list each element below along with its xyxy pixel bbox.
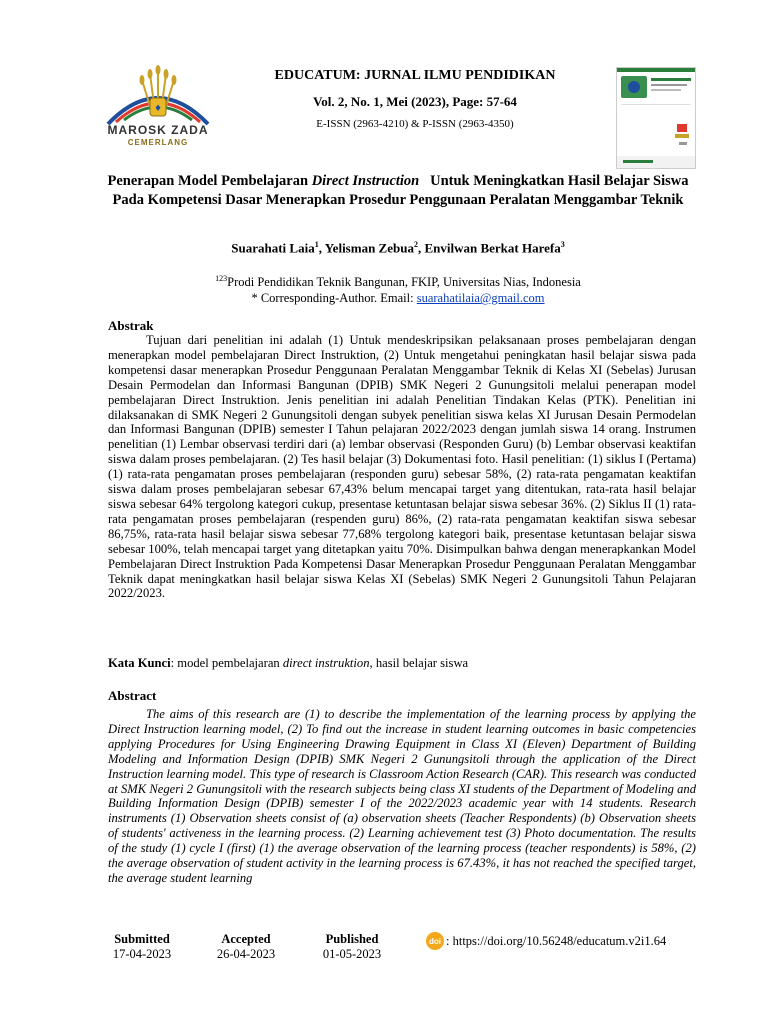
journal-header — [230, 68, 600, 130]
author-separator: , — [417, 240, 425, 256]
logo-name: MAROSK ZADA — [107, 123, 209, 137]
corresponding-author — [100, 290, 696, 306]
accepted-label: Accepted — [221, 932, 271, 946]
author-sup: 2 — [413, 240, 418, 249]
published-date: 01-05-2023 — [322, 947, 382, 961]
abstrak-text: Tujuan dari penelitian ini adalah (1) Untuk mendeskripsikan pelaksanaan proses pembelajaran dengan menerapkan model pembelajaran Direct Instruktion, (2) Untuk mengetahui peningkatan hasil belajar siswa pada kompetensi dasar menerapkan Prosedur Penggunaan Peralatan Menggambar Teknik di Kelas XI (Sebelas) Jurusan Desain Permodelan dan Informasi Bangunan (DPIB) SMK Negeri 2 Gunungsitoli melalui penerapan model pembelajaran Direct Instruktion. Jenis penelitian ini adalah Penelitian Tindakan Kelas (PTK). Penelitian ini dilaksanakan di SMK Negeri 2 Gunungsitoli dengan subyek penelitian siswa kelas XI Jurusan Desain Permodelan dan Informasi Bangunan (DPIB) semester I Tahun pelajaran 2022/2023 dengan jumlah siswa 14 orang. Instrumen penelitian (1) Lembar observasi terdiri dari (a) lembar observasi (Responden Guru) (b) Lembar observasi keaktifan siswa dalam proses pembelajaran. (2) Tes hasil belajar (3) Dokumentasi foto. Hasil penelitian: (1) siklus I (Pertama) (1) rata-rata pengamatan proses pembelajaran (responden guru) sebesar 58%, (2) rata-rata pengamatan keaktifan siswa dalam proses pembelajaran sebesar 67,43% belum mencapai target yang ditentukan, rata-rata hasil belajar siswa sebesar 64% tergolong kategori cukup, presentase ketuntasan belajar siswa sebesar 36%. (2) Siklus II (1) rata-rata pengamatan proses pembelajaran (respenden guru) 86%, (2) rata-rata pengamatan keaktifan siswa sebesar 86,75%, rata-rata hasil belajar siswa sebesar 77,68% tergolong kategori baik, presentase ketuntasan belajar siswa sebesar 100%, telah mencapai target yang ditetapkan yaitu 70%. Disimpulkan bahwa dengan menerapkankan Model Pembelajaran Direct Instruktion Pada Kompetensi Dasar Menerapkan Prosedur Penggunaan Peralatan Menggambar Teknik dapat meningkatkan hasil belajar siswa Kelas XI (Sebelas) SMK Negeri 2 Gunungsitoli Tahun Pelajaran 2022/2023. — [108, 333, 696, 601]
doi-block — [426, 932, 666, 950]
abstract-heading: Abstract — [108, 688, 157, 703]
title-part-2: Untuk Meningkatkan Hasil Belajar Siswa Pada Kompetensi Dasar Menerapkan Prosedur Penggunaan Peralatan Menggambar Teknik — [112, 173, 693, 208]
abstrak-heading: Abstrak — [108, 318, 154, 333]
author-name: Envilwan Berkat Harefa — [424, 240, 561, 256]
submitted-date: 17-04-2023 — [112, 947, 172, 961]
keywords — [108, 656, 696, 671]
doi-icon: doi — [426, 932, 444, 950]
svg-text:♦: ♦ — [153, 104, 163, 114]
corresponding-label: * Corresponding-Author. Email: — [251, 291, 417, 306]
affiliation-text: Prodi Pendidikan Teknik Bangunan, FKIP, Universitas Nias, Indonesia — [227, 275, 581, 290]
author-name: Yelisman Zebua — [324, 240, 414, 256]
author-name: Suarahati Laia — [231, 240, 315, 256]
email-link[interactable]: suarahatilaia@gmail.com — [416, 291, 545, 306]
affiliation — [100, 271, 696, 290]
keywords-italic: direct instruktion — [282, 656, 370, 670]
paper-authors — [100, 240, 696, 256]
author-separator: , — [318, 240, 325, 256]
logo-subtitle: CEMERLANG — [127, 138, 189, 147]
title-part-1: Penerapan Model Pembelajaran — [107, 173, 312, 189]
published-block — [310, 932, 394, 962]
author-sup: 3 — [560, 240, 565, 249]
submitted-block — [100, 932, 184, 962]
doi-link[interactable]: : https://doi.org/10.56248/educatum.v2i1.64 — [446, 933, 667, 948]
affiliation-sup: 123 — [215, 274, 228, 283]
keywords-text-after: , hasil belajar siswa — [369, 656, 469, 670]
author-sup: 1 — [314, 240, 319, 249]
logo-text — [100, 123, 216, 147]
accepted-block — [204, 932, 288, 962]
journal-title: EDUCATUM: JURNAL ILMU PENDIDIKAN — [274, 68, 556, 83]
keywords-label: Kata Kunci — [108, 656, 171, 670]
accepted-date: 26-04-2023 — [216, 947, 276, 961]
published-label: Published — [325, 932, 379, 946]
journal-cover-thumbnail — [616, 67, 696, 169]
keywords-text-before: : model pembelajaran — [170, 656, 283, 670]
journal-issn: E-ISSN (2963-4210) & P-ISSN (2963-4350) — [316, 118, 514, 130]
abstract-text: The aims of this research are (1) to describe the implementation of the learning process by applying the Direct Instruction learning model, (2) To find out the increase in student learning outcomes in basic competencies applying Procedures for Using Engineering Drawing Equipment in Class XI (Eleven) Department of Building Modeling and Information Design (DPIB) SMK Negeri 2 Gunungsitoli through the application of the Direct Instruction learning model. This type of research is Classroom Action Research (CAR). This research was conducted at SMK Negeri 2 Gunungsitoli with the research subjects being class XI students of the Department of Modeling and Building Information Design (DPIB) semester I of the 2022/2023 academic year with 14 students. Research instruments (1) Observation sheets consist of (a) observation sheets (Teacher Respondents) (b) Observation sheets of students' activeness in the learning process. (2) Learning achievement test (3) Photo documentation. The results of the study (1) cycle I (first) (1) the average observation of the learning process (teacher respondents) is 58%, (2) the average observation of student activity in the learning process is 67.43%, it has not reached the specified target, the average student learning — [108, 707, 696, 885]
submitted-label: Submitted — [114, 932, 170, 946]
title-italic: Direct Instruction — [311, 173, 420, 189]
affiliation-block — [100, 271, 696, 306]
paper-title — [100, 172, 696, 210]
journal-volume: Vol. 2, No. 1, Mei (2023), Page: 57-64 — [313, 94, 517, 109]
